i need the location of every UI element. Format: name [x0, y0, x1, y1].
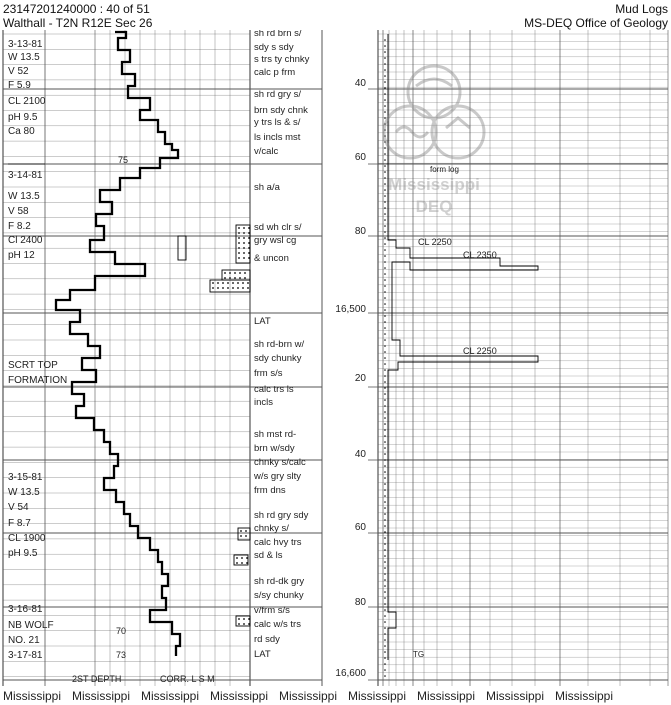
sand-dot: [236, 562, 238, 564]
sand-dot: [241, 557, 243, 559]
sand-dot: [212, 287, 214, 289]
lithology-text: chnky s/calc: [254, 457, 306, 468]
track-mark: 70: [116, 626, 127, 636]
lithology-text: sh rd-dk gry: [254, 576, 305, 587]
baseline-dot: [384, 489, 386, 491]
baseline-dot: [384, 483, 386, 485]
lithology-box: [238, 528, 250, 540]
sand-dot: [232, 287, 234, 289]
sand-dot: [248, 623, 250, 625]
lithology-text: calc hvy trs: [254, 537, 302, 548]
sand-dot: [238, 623, 240, 625]
baseline-dot: [384, 321, 386, 323]
sand-dot: [245, 530, 247, 532]
sand-dot: [236, 557, 238, 559]
mississippi-deq-watermark: [372, 60, 496, 220]
baseline-dot: [384, 549, 386, 551]
note-text: V 58: [8, 206, 29, 217]
baseline-dot: [384, 411, 386, 413]
lithology-box: [178, 236, 186, 260]
footer-text: Mississippi: [210, 689, 269, 703]
baseline-dot: [384, 657, 386, 659]
sand-dot: [229, 272, 231, 274]
sand-dot: [232, 282, 234, 284]
sand-dot: [243, 257, 245, 259]
lithology-box: [236, 225, 250, 263]
sand-dot: [239, 277, 241, 279]
lithology-text: ls incls mst: [254, 132, 301, 143]
baseline-dot: [384, 471, 386, 473]
baseline-dot: [384, 465, 386, 467]
lithology-box: [234, 555, 248, 565]
lithology-text: calc trs ls: [254, 384, 294, 395]
baseline-dot: [384, 369, 386, 371]
sand-dot: [243, 232, 245, 234]
lithology-text: incls: [254, 397, 274, 408]
baseline-dot: [384, 501, 386, 503]
sand-dot: [243, 242, 245, 244]
baseline-dot: [384, 453, 386, 455]
lithology-text: v/frm s/s: [254, 605, 290, 616]
baseline-dot: [384, 345, 386, 347]
baseline-dot: [384, 399, 386, 401]
lithology-text: frm s/s: [254, 368, 283, 379]
baseline-dot: [384, 591, 386, 593]
baseline-dot: [384, 417, 386, 419]
baseline-dot: [384, 429, 386, 431]
sand-dot: [238, 237, 240, 239]
baseline-dot: [384, 285, 386, 287]
note-text: pH 9.5: [8, 112, 38, 123]
lithology-text: sd & ls: [254, 550, 283, 561]
baseline-dot: [384, 273, 386, 275]
baseline-dot: [384, 357, 386, 359]
chloride-note: CL 2250: [463, 346, 497, 356]
baseline-dot: [384, 327, 386, 329]
lithology-text: sh rd gry sdy: [254, 510, 309, 521]
footer-text: Mississippi: [348, 689, 407, 703]
sand-dot: [243, 623, 245, 625]
lithology-text: sh a/a: [254, 182, 280, 193]
baseline-dot: [384, 537, 386, 539]
sand-dot: [243, 247, 245, 249]
baseline-dot: [384, 45, 386, 47]
lithology-box: [236, 616, 250, 626]
baseline-dot: [384, 303, 386, 305]
note-text: CL 2100: [8, 96, 46, 107]
track-mark: 73: [116, 650, 127, 660]
lithology-text: LAT: [254, 316, 271, 327]
sand-dot: [244, 272, 246, 274]
note-text: 3-13-81: [8, 39, 43, 50]
note-text: SCRT TOP: [8, 360, 58, 371]
sand-dot: [248, 232, 250, 234]
sand-dot: [245, 535, 247, 537]
lithology-text: LAT: [254, 649, 271, 660]
bottom-label-depth: 2ST DEPTH: [72, 674, 122, 684]
baseline-dot: [384, 609, 386, 611]
sand-dot: [237, 282, 239, 284]
baseline-dot: [384, 231, 386, 233]
baseline-dot: [384, 603, 386, 605]
baseline-dot: [384, 561, 386, 563]
note-text: FORMATION: [8, 375, 68, 386]
lithology-text: calc w/s trs: [254, 619, 301, 630]
lithology-text: rd sdy: [254, 634, 280, 645]
baseline-dot: [384, 519, 386, 521]
baseline-dot: [384, 57, 386, 59]
baseline-dot: [384, 381, 386, 383]
sand-dot: [234, 272, 236, 274]
header-well-id: 23147201240000 : 40 of 51: [3, 2, 150, 16]
baseline-dot: [384, 297, 386, 299]
note-text: F 8.2: [8, 221, 31, 232]
baseline-dot: [384, 573, 386, 575]
baseline-dot: [384, 279, 386, 281]
baseline-dot: [384, 291, 386, 293]
sand-dot: [244, 277, 246, 279]
lithology-text: sdy s sdy: [254, 42, 294, 53]
baseline-dot: [384, 423, 386, 425]
note-text: pH 9.5: [8, 548, 38, 559]
sand-dot: [227, 282, 229, 284]
note-text: F 8.7: [8, 518, 31, 529]
chloride-note: CL 2350: [463, 250, 497, 260]
sand-dot: [238, 232, 240, 234]
baseline-dot: [384, 627, 386, 629]
baseline-dot: [384, 243, 386, 245]
sand-dot: [224, 272, 226, 274]
baseline-dot: [384, 495, 386, 497]
sand-dot: [222, 287, 224, 289]
lithology-text: calc p frm: [254, 67, 296, 78]
sand-dot: [243, 237, 245, 239]
sand-dot: [237, 287, 239, 289]
sand-dot: [248, 237, 250, 239]
sand-dot: [238, 257, 240, 259]
sand-dot: [238, 242, 240, 244]
sand-dot: [227, 287, 229, 289]
note-text: CL 1900: [8, 533, 46, 544]
header-location: Walthall - T2N R12E Sec 26: [3, 16, 153, 30]
lithology-text: & uncon: [254, 253, 289, 264]
sand-dot: [224, 277, 226, 279]
note-text: 3-17-81: [8, 650, 43, 661]
lithology-text: gry wsl cg: [254, 235, 297, 246]
baseline-dot: [384, 531, 386, 533]
note-text: V 54: [8, 502, 29, 513]
footer-text: Mississippi: [417, 689, 476, 703]
depth-label: 60: [354, 522, 366, 533]
sand-dot: [243, 618, 245, 620]
lithology-text: sh rd gry s/: [254, 89, 301, 100]
depth-label: 16,600: [335, 668, 366, 679]
lithology-text: sdy chunky: [254, 353, 302, 364]
baseline-dot: [384, 543, 386, 545]
lithology-text: sh rd brn s/: [254, 30, 302, 39]
baseline-dot: [384, 435, 386, 437]
baseline-dot: [384, 675, 386, 677]
note-text: V 52: [8, 66, 29, 77]
note-text: NO. 21: [8, 635, 40, 646]
baseline-dot: [384, 363, 386, 365]
baseline-dot: [384, 585, 386, 587]
baseline-dot: [384, 405, 386, 407]
note-text: F 5.9: [8, 80, 31, 91]
deq-seal-icon: [372, 60, 496, 170]
baseline-dot: [384, 447, 386, 449]
watermark-line1: Mississippi: [388, 175, 480, 194]
baseline-dot: [384, 513, 386, 515]
lithology-text: y trs ls & s/: [254, 117, 301, 128]
lithology-text: brn sdy chnk: [254, 105, 308, 116]
bottom-label-corr: CORR. L S M: [160, 674, 215, 684]
sand-dot: [246, 557, 248, 559]
sand-dot: [243, 252, 245, 254]
baseline-dot: [384, 441, 386, 443]
lithology-text: s trs ty chnky: [254, 54, 310, 65]
sand-dot: [248, 252, 250, 254]
sand-dot: [238, 227, 240, 229]
baseline-dot: [384, 339, 386, 341]
baseline-dot: [384, 651, 386, 653]
baseline-dot: [384, 621, 386, 623]
misc-note: form log: [430, 165, 459, 174]
note-text: 3-16-81: [8, 604, 43, 615]
sand-dot: [240, 535, 242, 537]
track-mark: 75: [118, 155, 129, 165]
baseline-dot: [384, 351, 386, 353]
rop-curve: [56, 32, 180, 656]
sand-dot: [242, 282, 244, 284]
baseline-dot: [384, 393, 386, 395]
sand-dot: [229, 277, 231, 279]
baseline-dot: [384, 309, 386, 311]
sand-dot: [240, 530, 242, 532]
baseline-dot: [384, 51, 386, 53]
sand-dot: [248, 618, 250, 620]
header-doc-type: Mud Logs: [615, 2, 668, 16]
footer-text: Mississippi: [3, 689, 62, 703]
lithology-text: v/calc: [254, 146, 279, 157]
baseline-dot: [384, 645, 386, 647]
footer-text: Mississippi: [555, 689, 614, 703]
depth-label: 60: [354, 152, 366, 163]
footer-watermark-strip: [0, 689, 671, 705]
depth-label: 16,500: [335, 304, 366, 315]
chloride-note: CL 2250: [418, 237, 452, 247]
sand-dot: [217, 287, 219, 289]
lithology-text: sh rd-brn w/: [254, 339, 305, 350]
baseline-dot: [384, 597, 386, 599]
lithology-text: w/s gry slty: [254, 471, 301, 482]
footer-text: Mississippi: [141, 689, 200, 703]
depth-label: 80: [354, 597, 366, 608]
header-agency: MS-DEQ Office of Geology: [524, 16, 668, 30]
lithology-text: frm dns: [254, 485, 286, 496]
baseline-dot: [384, 225, 386, 227]
footer-text: Mississippi: [72, 689, 131, 703]
baseline-dot: [384, 507, 386, 509]
watermark-line2: DEQ: [415, 197, 453, 216]
sand-dot: [248, 227, 250, 229]
depth-label: 40: [354, 449, 366, 460]
lithology-text: s/sy chunky: [254, 590, 304, 601]
sand-dot: [234, 277, 236, 279]
baseline-dot: [384, 261, 386, 263]
baseline-dot: [384, 579, 386, 581]
sand-dot: [217, 282, 219, 284]
baseline-dot: [384, 249, 386, 251]
sand-dot: [238, 247, 240, 249]
baseline-dot: [384, 615, 386, 617]
baseline-dot: [384, 663, 386, 665]
sand-dot: [247, 282, 249, 284]
note-text: W 13.5: [8, 487, 40, 498]
note-text: pH 12: [8, 250, 35, 261]
note-text: 3-15-81: [8, 472, 43, 483]
sand-dot: [248, 247, 250, 249]
misc-note: TG: [413, 650, 425, 659]
baseline-dot: [384, 387, 386, 389]
note-text: W 13.5: [8, 52, 40, 63]
sand-dot: [242, 287, 244, 289]
lithology-box: [222, 270, 250, 280]
sand-dot: [238, 618, 240, 620]
baseline-dot: [384, 525, 386, 527]
baseline-dot: [384, 633, 386, 635]
note-text: W 13.5: [8, 191, 40, 202]
baseline-dot: [384, 375, 386, 377]
footer-text: Mississippi: [279, 689, 338, 703]
baseline-dot: [384, 639, 386, 641]
sand-dot: [248, 257, 250, 259]
mud-log-scan: [0, 30, 671, 686]
sand-dot: [248, 242, 250, 244]
sand-dot: [241, 562, 243, 564]
baseline-dot: [384, 459, 386, 461]
note-text: Cl 2400: [8, 235, 43, 246]
depth-label: 20: [354, 373, 366, 384]
baseline-dot: [384, 255, 386, 257]
note-text: 3-14-81: [8, 170, 43, 181]
lithology-text: chnky s/: [254, 523, 289, 534]
depth-label: 40: [354, 78, 366, 89]
lithology-text: sh mst rd-: [254, 429, 297, 440]
sand-dot: [243, 227, 245, 229]
baseline-dot: [384, 477, 386, 479]
sand-dot: [222, 282, 224, 284]
sand-dot: [239, 272, 241, 274]
depth-label: 80: [354, 226, 366, 237]
note-text: Ca 80: [8, 126, 35, 137]
baseline-dot: [384, 315, 386, 317]
baseline-dot: [384, 567, 386, 569]
sand-dot: [238, 252, 240, 254]
baseline-dot: [384, 669, 386, 671]
lithology-text: sd wh clr s/: [254, 222, 302, 233]
sand-dot: [212, 282, 214, 284]
baseline-dot: [384, 39, 386, 41]
baseline-dot: [384, 555, 386, 557]
lithology-text: brn w/sdy: [254, 443, 295, 454]
baseline-dot: [384, 267, 386, 269]
footer-text: Mississippi: [486, 689, 545, 703]
sand-dot: [247, 287, 249, 289]
sand-dot: [246, 562, 248, 564]
baseline-dot: [384, 237, 386, 239]
baseline-dot: [384, 333, 386, 335]
note-text: NB WOLF: [8, 620, 54, 631]
